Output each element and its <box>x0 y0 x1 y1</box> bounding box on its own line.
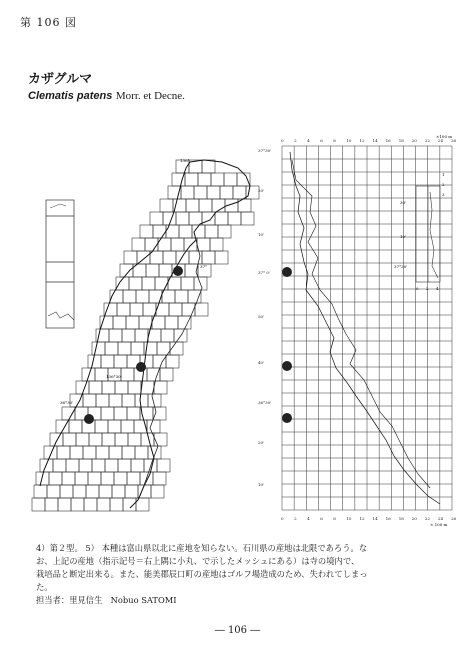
mesh-cell <box>237 173 250 186</box>
profile-bottom-tick: 8 <box>333 516 336 521</box>
mesh-cell <box>79 459 92 472</box>
mesh-cell <box>60 485 73 498</box>
mesh-cell <box>175 290 188 303</box>
mesh-cell <box>92 459 105 472</box>
mesh-cell <box>101 355 114 368</box>
inset-y-label: 1 <box>442 172 445 177</box>
mesh-cell <box>110 498 123 511</box>
mesh-cell <box>99 485 112 498</box>
mesh-cell <box>215 212 228 225</box>
profile-occurrence-dot <box>282 361 292 371</box>
profile-bottom-tick: 4 <box>307 516 310 521</box>
mesh-cell <box>215 251 228 264</box>
mesh-cell <box>49 472 62 485</box>
mesh-cell <box>161 329 174 342</box>
mesh-cell <box>134 420 147 433</box>
profile-lat-label: 20' <box>258 440 265 445</box>
mesh-cell <box>176 251 189 264</box>
mesh-cell <box>109 394 122 407</box>
mesh-cell <box>101 407 114 420</box>
mesh-cell <box>34 485 47 498</box>
mesh-cell <box>131 342 144 355</box>
inset-y-label: 2 <box>442 182 445 187</box>
mesh-cell <box>75 472 88 485</box>
mesh-cell <box>153 472 166 485</box>
mesh-cell <box>129 277 142 290</box>
mesh-cell <box>117 303 130 316</box>
profile-bottom-tick: 2 <box>294 516 297 521</box>
mesh-cell <box>185 173 198 186</box>
note-line: 栽培品と断定出来る。また、能美郡辰口町の産地はゴルフ場造成のため、失われてしまっ <box>36 569 368 579</box>
mesh-cell <box>210 238 223 251</box>
profile-bottom-tick: 12 <box>359 516 365 521</box>
mesh-cell <box>118 342 131 355</box>
mesh-cell <box>83 394 96 407</box>
mesh-cell <box>122 329 135 342</box>
mesh-cell <box>97 498 110 511</box>
mesh-cell <box>160 199 173 212</box>
mesh-cell <box>114 472 127 485</box>
mesh-cell <box>102 433 115 446</box>
mesh-cell <box>83 446 96 459</box>
mesh-cell <box>66 459 79 472</box>
mesh-cell <box>45 498 58 511</box>
profile-bottom-unit: × 100 m <box>430 522 448 527</box>
mesh-cell <box>228 212 241 225</box>
mesh-cell <box>224 173 237 186</box>
page-number: ― 106 ― <box>214 625 261 636</box>
mesh-cell <box>211 173 224 186</box>
profile-top-tick: 4 <box>307 138 310 143</box>
profile-top-tick: 26 <box>451 138 457 143</box>
mesh-cell <box>181 277 194 290</box>
mesh-cell <box>147 368 160 381</box>
mesh-cell <box>199 199 212 212</box>
profile-top-tick: 20 <box>411 138 417 143</box>
mesh-cell <box>121 420 134 433</box>
inset-x-label: 4 <box>436 286 439 291</box>
mesh-cell <box>121 368 134 381</box>
profile-top-tick: 18 <box>398 138 404 143</box>
mesh-cell <box>143 303 156 316</box>
profile-scale-labels <box>258 138 457 521</box>
mesh-cell <box>182 303 195 316</box>
mesh-cell <box>157 459 170 472</box>
mesh-cell <box>115 433 128 446</box>
mesh-cell <box>135 446 148 459</box>
mesh-cell <box>186 199 199 212</box>
occurrence-dot <box>173 266 183 276</box>
mesh-cell <box>57 446 70 459</box>
mesh-cell <box>100 316 113 329</box>
mesh-cell <box>162 290 175 303</box>
inset-lat-label: 37°20' <box>394 264 408 269</box>
occurrence-dot <box>136 362 146 372</box>
inset-x-label: 2 <box>426 286 429 291</box>
mesh-cell <box>125 485 138 498</box>
lat-label: 37° <box>200 264 208 269</box>
species-author: Morr. et Decne. <box>115 90 185 102</box>
profile-bottom-tick: 6 <box>320 516 323 521</box>
mesh-cell <box>197 238 210 251</box>
lon-label: 136° <box>180 158 190 163</box>
mesh-cell <box>150 212 163 225</box>
profile-occurrence-dot <box>282 267 292 277</box>
mesh-cell <box>147 420 160 433</box>
mesh-cell <box>140 225 153 238</box>
mesh-cell <box>176 212 189 225</box>
mesh-cell <box>127 472 140 485</box>
profile-top-tick: 14 <box>372 138 378 143</box>
mesh-cell <box>88 472 101 485</box>
profile-top-tick: 2 <box>294 138 297 143</box>
profile-lat-label: 36°30' <box>258 400 272 405</box>
mesh-cell <box>169 303 182 316</box>
mesh-cell <box>40 459 53 472</box>
mesh-cell <box>130 303 143 316</box>
mesh-cell <box>220 186 233 199</box>
mesh-cell <box>108 420 121 433</box>
mesh-cell <box>151 485 164 498</box>
profile-bottom-tick: 20 <box>411 516 417 521</box>
occurrence-dot <box>84 414 94 424</box>
mesh-cell <box>105 342 118 355</box>
profile-top-tick: 0 <box>281 138 284 143</box>
mesh-cell <box>154 433 167 446</box>
mesh-cell <box>153 225 166 238</box>
profile-top-unit: ×100 m <box>436 134 453 139</box>
mesh-cell <box>124 251 137 264</box>
genus-species: Clematis patens <box>28 90 113 102</box>
mesh-cell <box>146 264 159 277</box>
mesh-cell <box>115 381 128 394</box>
mesh-cell <box>218 225 231 238</box>
mesh-cell <box>136 290 149 303</box>
mesh-cell <box>86 485 99 498</box>
mesh-cell <box>32 498 45 511</box>
inset-lat-label: 10' <box>400 234 407 239</box>
mesh-cell <box>122 394 135 407</box>
mesh-cell <box>172 173 185 186</box>
lat-label: 36°30' <box>60 400 74 405</box>
profile-bottom-tick: 24 <box>437 516 444 521</box>
mesh-cell <box>179 225 192 238</box>
mesh-cell <box>50 433 63 446</box>
mesh-cell <box>150 251 163 264</box>
profile-bottom-tick: 16 <box>385 516 391 521</box>
right-inset <box>416 186 440 282</box>
mesh-cell <box>114 355 127 368</box>
mesh-cell <box>207 186 220 199</box>
mesh-cell <box>160 368 173 381</box>
mesh-cell <box>141 381 154 394</box>
mesh-cell <box>128 381 141 394</box>
mesh-cell <box>163 251 176 264</box>
mesh-cell <box>131 459 144 472</box>
profile-top-tick: 22 <box>424 138 430 143</box>
profile-top-tick: 10 <box>346 138 352 143</box>
mesh-cell <box>62 472 75 485</box>
profile-top-tick: 24 <box>437 138 444 143</box>
inset-x-label: 0 <box>416 286 419 291</box>
altitude-profile <box>282 146 452 510</box>
note-line: お、上記の産地（指示記号＝右上隅に小丸、で示したメッシュにある）は寺の境内で、 <box>36 556 360 566</box>
mesh-cell <box>123 290 136 303</box>
mesh-cell <box>205 225 218 238</box>
mesh-cell <box>89 433 102 446</box>
mesh-cell <box>92 342 105 355</box>
profile-top-tick: 6 <box>320 138 323 143</box>
mesh-cell <box>84 498 97 511</box>
mesh-cell <box>105 459 118 472</box>
mesh-cell <box>159 264 172 277</box>
mesh-cell <box>154 381 167 394</box>
species-note <box>36 542 456 607</box>
profile-bottom-tick: 10 <box>346 516 352 521</box>
mesh-cell <box>109 446 122 459</box>
mesh-cell <box>171 238 184 251</box>
inset-lat-label: 30' <box>400 200 407 205</box>
profile-lat-label: 10' <box>258 482 265 487</box>
mesh-cell <box>166 355 179 368</box>
mesh-cell <box>47 485 60 498</box>
mesh-cell <box>44 446 57 459</box>
mesh-cell <box>241 212 254 225</box>
mesh-cell <box>189 212 202 225</box>
mesh-cell <box>202 251 215 264</box>
mesh-cell <box>135 394 148 407</box>
mesh-cell <box>155 277 168 290</box>
mesh-cell <box>181 186 194 199</box>
mesh-cell <box>202 160 215 173</box>
mesh-cell <box>198 173 211 186</box>
mesh-cell <box>233 186 246 199</box>
mesh-cell <box>137 251 150 264</box>
mesh-cell <box>102 381 115 394</box>
mesh-cell <box>132 238 145 251</box>
mesh-cell <box>73 485 86 498</box>
mesh-cell <box>153 355 166 368</box>
mesh-cell <box>71 498 84 511</box>
mesh-cell <box>189 251 202 264</box>
lon-label: 136°30' <box>106 374 122 379</box>
mesh-cell <box>195 303 208 316</box>
profile-bottom-tick: 26 <box>451 516 457 521</box>
mesh-cell <box>96 446 109 459</box>
japanese-name: カザグルマ <box>28 72 93 87</box>
mesh-cell <box>104 303 117 316</box>
mesh-cell <box>58 498 71 511</box>
profile-lat-label: 50' <box>258 314 265 319</box>
mesh-cell <box>142 277 155 290</box>
mesh-grid <box>32 160 259 511</box>
profile-bottom-tick: 0 <box>281 516 284 521</box>
mesh-cell <box>101 472 114 485</box>
mesh-cell <box>112 485 125 498</box>
profile-lat-label: 37°30' <box>258 148 272 153</box>
profile-curve-secondary <box>292 160 430 488</box>
figure-number: 第 106 図 <box>20 16 77 29</box>
mesh-cell <box>109 329 122 342</box>
profile-lat-label: 40' <box>258 360 265 365</box>
mesh-cell <box>145 238 158 251</box>
mesh-cell <box>63 433 76 446</box>
author-line: 担当者：里見信生 Nobuo SATOMI <box>36 595 177 605</box>
inset-y-label: 3 <box>442 192 445 197</box>
profile-bottom-tick: 22 <box>424 516 430 521</box>
profile-bottom-tick: 14 <box>372 516 378 521</box>
mesh-cell <box>126 316 139 329</box>
mesh-cell <box>53 459 66 472</box>
mesh-cell <box>70 446 83 459</box>
mesh-cell <box>120 264 133 277</box>
mesh-cell <box>165 316 178 329</box>
profile-top-tick: 12 <box>359 138 365 143</box>
mesh-cell <box>113 316 126 329</box>
mesh-cell <box>82 368 95 381</box>
left-inset <box>46 200 74 328</box>
mesh-cell <box>114 407 127 420</box>
mesh-cell <box>76 433 89 446</box>
profile-bottom-tick: 18 <box>398 516 404 521</box>
mesh-cell <box>122 446 135 459</box>
note-line: た。 <box>36 582 53 592</box>
mesh-cell <box>96 394 109 407</box>
mesh-cell <box>194 186 207 199</box>
mesh-cell <box>135 329 148 342</box>
note-line: 4）第２型。 5） 本種は富山県以北に産地を知らない。石川県の産地は北限であろう。な <box>36 543 368 553</box>
mesh-cell <box>95 420 108 433</box>
mesh-cell <box>62 407 75 420</box>
mesh-cell <box>178 316 191 329</box>
mesh-cell <box>89 381 102 394</box>
mesh-cell <box>184 238 197 251</box>
mesh-cell <box>202 212 215 225</box>
profile-occurrence-dot <box>282 413 292 423</box>
profile-top-tick: 8 <box>333 138 336 143</box>
mesh-cell <box>127 407 140 420</box>
profile-lat-label: 37° 0' <box>258 270 271 275</box>
profile-lat-label: 10' <box>258 232 265 237</box>
profile-top-tick: 16 <box>385 138 391 143</box>
mesh-cell <box>139 316 152 329</box>
profile-lat-label: 20' <box>258 188 265 193</box>
mesh-cell <box>69 420 82 433</box>
mesh-cell <box>148 446 161 459</box>
mesh-cell <box>128 433 141 446</box>
mesh-cell <box>118 459 131 472</box>
